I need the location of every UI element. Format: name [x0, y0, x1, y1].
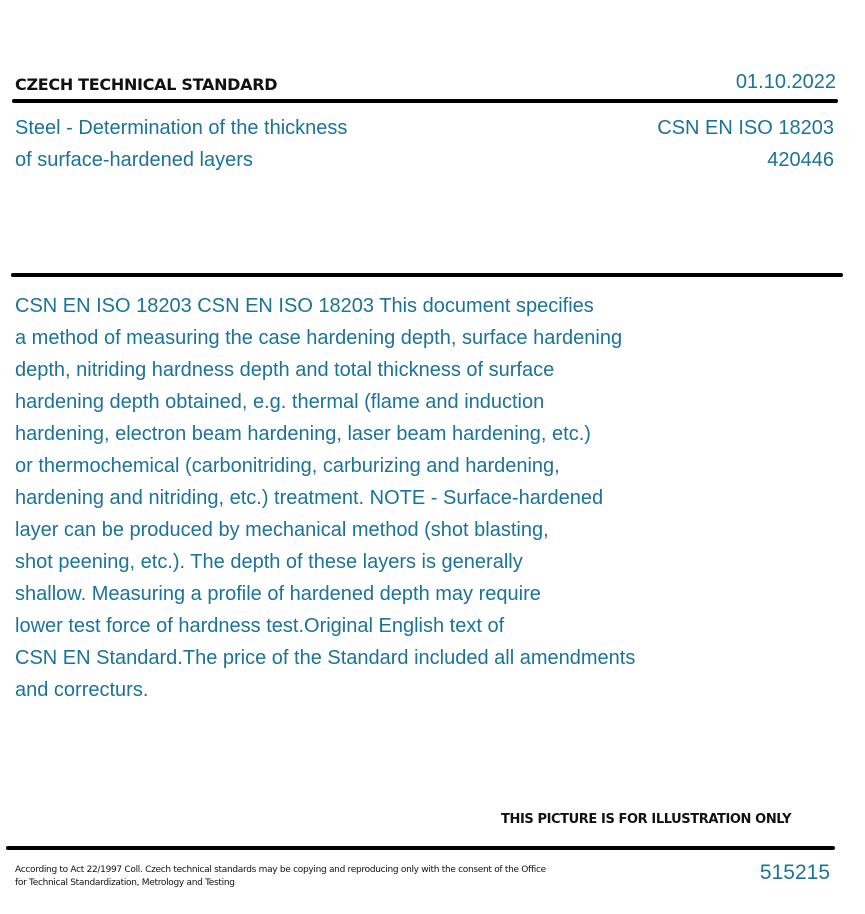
description-line: a method of measuring the case hardening depth, surface hardening: [15, 327, 623, 349]
legal-notice: [15, 864, 546, 890]
header-divider: [12, 99, 838, 103]
publication-date: 01.10.2022: [735, 71, 836, 93]
legal-notice-line-1: According to Act 22/1997 Coll. Czech technical standards may be copying and reproducing only with the consent of the Office: [15, 865, 546, 875]
standard-class-number: 420446: [767, 149, 834, 171]
description-line: shot peening, etc.). The depth of these layers is generally: [15, 551, 523, 573]
footer-divider: [6, 846, 835, 850]
description-text: [15, 290, 635, 706]
description-line: depth, nitriding hardness depth and total thickness of surface: [15, 359, 555, 381]
legal-notice-line-2: for Technical Standardization, Metrology and Testing: [15, 878, 235, 888]
description-line: CSN EN Standard.The price of the Standard included all amendments: [15, 647, 636, 669]
title-divider: [11, 273, 843, 277]
description-line: layer can be produced by mechanical method (shot blasting,: [15, 519, 549, 541]
description-line: hardening depth obtained, e.g. thermal (flame and induction: [15, 391, 545, 413]
standard-title-line-1: Steel - Determination of the thickness: [15, 117, 348, 139]
description-line: hardening, electron beam hardening, laser beam hardening, etc.): [15, 423, 591, 445]
catalog-code: 515215: [759, 861, 830, 884]
illustration-disclaimer: THIS PICTURE IS FOR ILLUSTRATION ONLY: [501, 812, 792, 827]
standard-title-line-2: of surface-hardened layers: [15, 149, 253, 171]
description-line: CSN EN ISO 18203 CSN EN ISO 18203 This document specifies: [15, 295, 594, 317]
description-line: shallow. Measuring a profile of hardened depth may require: [15, 583, 541, 605]
description-line: lower test force of hardness test.Original English text of: [15, 615, 505, 637]
description-line: and correcturs.: [15, 679, 149, 701]
standard-designation: CSN EN ISO 18203: [657, 117, 834, 139]
description-line: hardening and nitriding, etc.) treatment. NOTE - Surface-hardened: [15, 487, 604, 509]
description-line: or thermochemical (carbonitriding, carburizing and hardening,: [15, 455, 560, 477]
document-type-label: CZECH TECHNICAL STANDARD: [15, 75, 278, 94]
